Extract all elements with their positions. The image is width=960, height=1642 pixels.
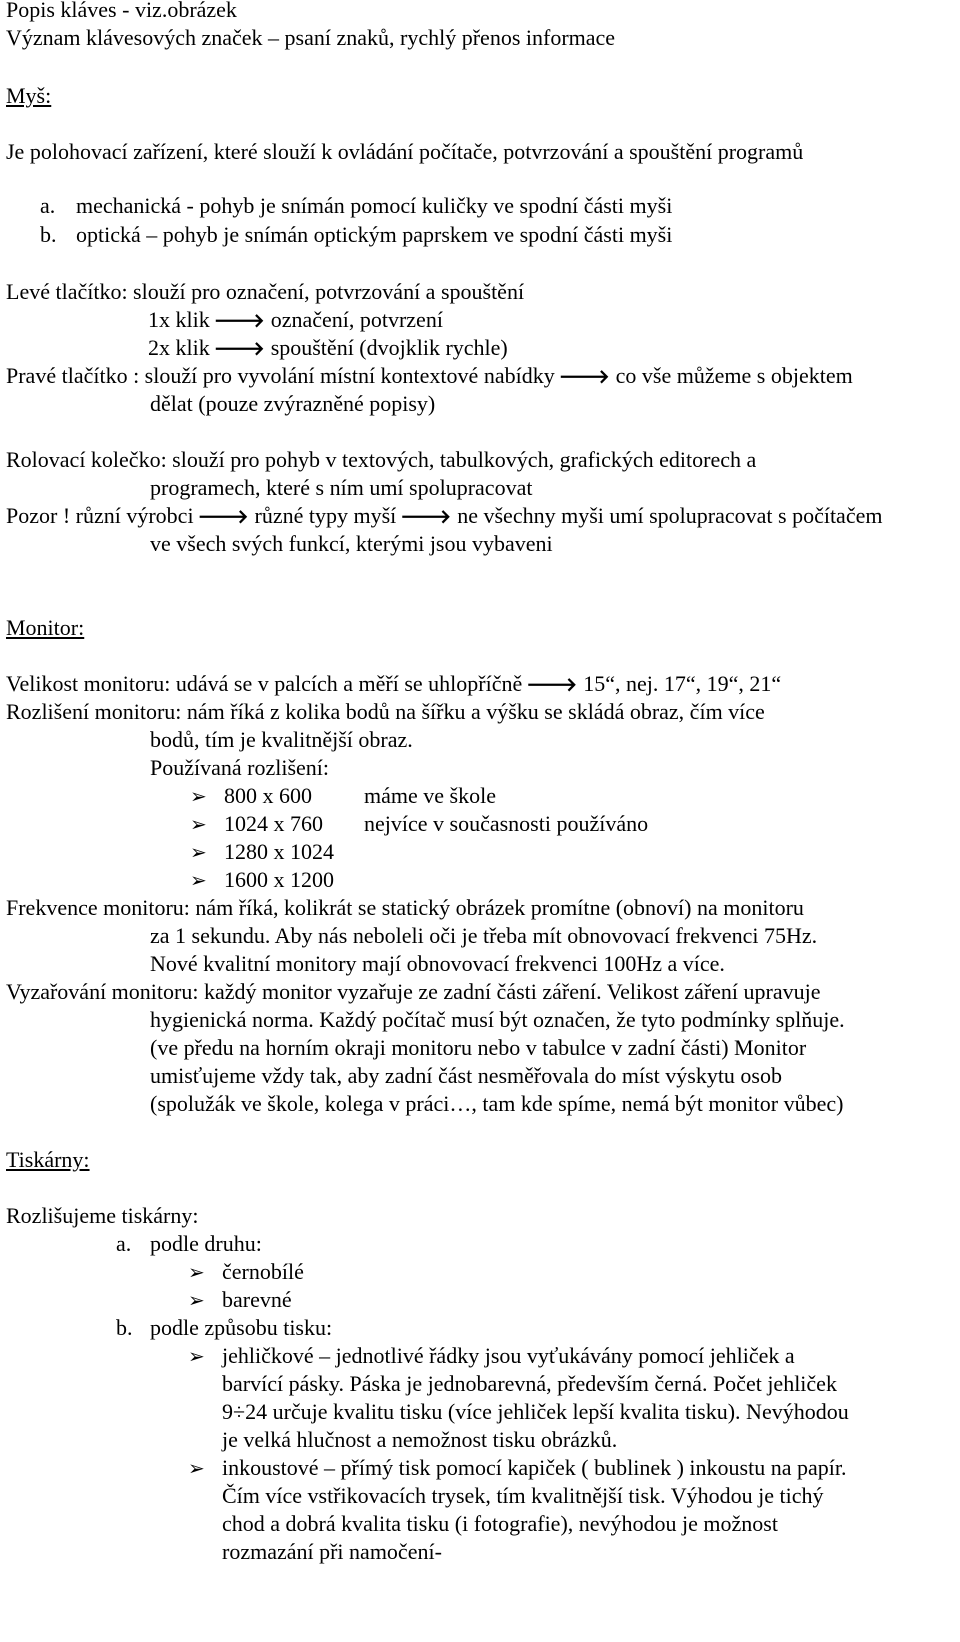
bullet-icon: ➢	[188, 1260, 205, 1284]
vyzarovani-monitoru: Vyzařování monitoru: každý monitor vyzařuje ze zadní části záření. Velikost záření upravuje	[6, 979, 821, 1004]
bullet-icon: ➢	[190, 784, 207, 808]
prave-continuation: dělat (pouze zvýrazněné popisy)	[150, 391, 436, 416]
bullet-icon: ➢	[188, 1456, 205, 1480]
inkoustove-line-4: rozmazání při namočení-	[222, 1539, 442, 1564]
arrow-right-icon: 🡒	[213, 310, 265, 332]
frekvence-line-2: za 1 sekundu. Aby nás neboleli oči je třeba mít obnovovací frekvenci 75Hz.	[150, 923, 818, 948]
jehlickove-line-1: jehličkové – jednotlivé řádky jsou vyťukávány pomocí jehliček a	[222, 1343, 795, 1368]
pozor-text: Pozor ! různí výrobci	[6, 503, 194, 528]
pozor-continuation: ve všech svých funkcí, kterými jsou vybaveni	[150, 531, 553, 556]
rozliseni-monitoru: Rozlišení monitoru: nám říká z kolika bodů na šířku a výšku se skládá obraz, čím více	[6, 699, 765, 724]
vyzarovani-line-4: umisťujeme vždy tak, aby zadní část nesměřovala do míst výskytu osob	[150, 1063, 782, 1088]
prave-result: co vše můžeme s objektem	[615, 363, 853, 388]
pozor-text-3: ne všechny myši umí spolupracovat s počítačem	[457, 503, 883, 528]
arrow-right-icon: 🡒	[213, 338, 265, 360]
mys-list-item-a: mechanická - pohyb je snímán pomocí kuličky ve spodní části myši	[76, 193, 673, 218]
pozor-text-2: různé typy myší	[254, 503, 397, 528]
frekvence-monitoru: Frekvence monitoru: nám říká, kolikrát se statický obrázek promítne (obnoví) na monitoru	[6, 895, 804, 920]
rolovaci-kolecko: Rolovací kolečko: slouží pro pohyb v textových, tabulkových, grafických editorech a	[6, 447, 757, 472]
jehlickove-line-4: je velká hlučnost a nemožnost tisku obrázků.	[222, 1427, 618, 1452]
mys-list-item-b: optická – pohyb je snímán optickým paprskem ve spodní části myši	[76, 222, 673, 247]
tiskarny-podle-druhu: podle druhu:	[150, 1231, 262, 1256]
mys-list-marker-a: a.	[40, 193, 56, 218]
klik-1-label: 1x klik	[148, 307, 210, 332]
tiskarny-intro: Rozlišujeme tiskárny:	[6, 1203, 199, 1228]
tiskarny-cernobile: černobílé	[222, 1259, 304, 1284]
rozliseni-continuation: bodů, tím je kvalitnější obraz.	[150, 727, 413, 752]
arrow-right-icon: 🡒	[197, 506, 249, 528]
klik-2-label: 2x klik	[148, 335, 210, 360]
inkoustove-line-2: Čím více vstřikovacích trysek, tím kvalitnější tisk. Výhodou je tichý	[222, 1483, 824, 1508]
bullet-icon: ➢	[190, 812, 207, 836]
mys-description: Je polohovací zařízení, které slouží k ovládání počítače, potvrzování a spouštění programů	[6, 139, 804, 164]
arrow-right-icon: 🡒	[558, 366, 610, 388]
tiskarny-podle-zpusobu: podle způsobu tisku:	[150, 1315, 333, 1340]
jehlickove-line-3: 9÷24 určuje kvalitu tisku (více jehliček lepší kvalita tisku). Nevýhodou	[222, 1399, 849, 1424]
leve-tlacitko: Levé tlačítko: slouží pro označení, potvrzování a spouštění	[6, 279, 525, 304]
frekvence-line-3: Nové kvalitní monitory mají obnovovací frekvenci 100Hz a více.	[150, 951, 725, 976]
resolution-3: 1280 x 1024	[224, 839, 334, 864]
arrow-right-icon: 🡒	[526, 674, 578, 696]
klik-2-line	[148, 334, 508, 363]
section-heading-tiskarny: Tiskárny:	[6, 1147, 90, 1172]
klik-2-result: spouštění (dvojklik rychle)	[270, 335, 508, 360]
bullet-icon: ➢	[190, 840, 207, 864]
bullet-icon: ➢	[190, 868, 207, 892]
vyzarovani-line-5: (spolužák ve škole, kolega v práci…, tam kde spíme, nemá být monitor vůbec)	[150, 1091, 844, 1116]
resolution-2-note: nejvíce v současnosti používáno	[364, 811, 649, 836]
bullet-icon: ➢	[188, 1344, 205, 1368]
tiskarny-marker-a: a.	[116, 1231, 132, 1256]
inkoustove-line-1: inkoustové – přímý tisk pomocí kapiček ( bublinek ) inkoustu na papír.	[222, 1455, 847, 1480]
klik-1-result: označení, potvrzení	[270, 307, 443, 332]
resolution-2: 1024 x 760	[224, 811, 323, 836]
intro-line-2: Význam klávesových značek – psaní znaků, rychlý přenos informace	[6, 25, 616, 50]
intro-line-1: Popis kláves - viz.obrázek	[6, 0, 237, 22]
mys-list-marker-b: b.	[40, 222, 57, 247]
resolution-4: 1600 x 1200	[224, 867, 334, 892]
prave-tlacitko	[6, 362, 853, 391]
resolution-1-note: máme ve škole	[364, 783, 496, 808]
jehlickove-line-2: barvící pásky. Páska je jednobarevná, především černá. Počet jehliček	[222, 1371, 837, 1396]
vyzarovani-line-2: hygienická norma. Každý počítač musí být označen, že tyto podmínky splňuje.	[150, 1007, 845, 1032]
vyzarovani-line-3: (ve předu na horním okraji monitoru nebo v tabulce v zadní části) Monitor	[150, 1035, 807, 1060]
velikost-monitoru	[6, 670, 781, 699]
pozor-line	[6, 502, 882, 531]
pouzivana-rozliseni: Používaná rozlišení:	[150, 755, 330, 780]
bullet-icon: ➢	[188, 1288, 205, 1312]
arrow-right-icon: 🡒	[400, 506, 452, 528]
tiskarny-marker-b: b.	[116, 1315, 133, 1340]
inkoustove-line-3: chod a dobrá kvalita tisku (i fotografie), nevýhodou je možnost	[222, 1511, 778, 1536]
rolovaci-continuation: programech, které s ním umí spolupracovat	[150, 475, 533, 500]
velikost-values: 15“, nej. 17“, 19“, 21“	[583, 671, 782, 696]
section-heading-mys: Myš:	[6, 83, 52, 108]
velikost-text: Velikost monitoru: udává se v palcích a měří se uhlopříčně	[6, 671, 523, 696]
section-heading-monitor: Monitor:	[6, 615, 85, 640]
tiskarny-barevne: barevné	[222, 1287, 292, 1312]
klik-1-line	[148, 306, 443, 335]
prave-text: Pravé tlačítko : slouží pro vyvolání místní kontextové nabídky	[6, 363, 555, 388]
resolution-1: 800 x 600	[224, 783, 312, 808]
